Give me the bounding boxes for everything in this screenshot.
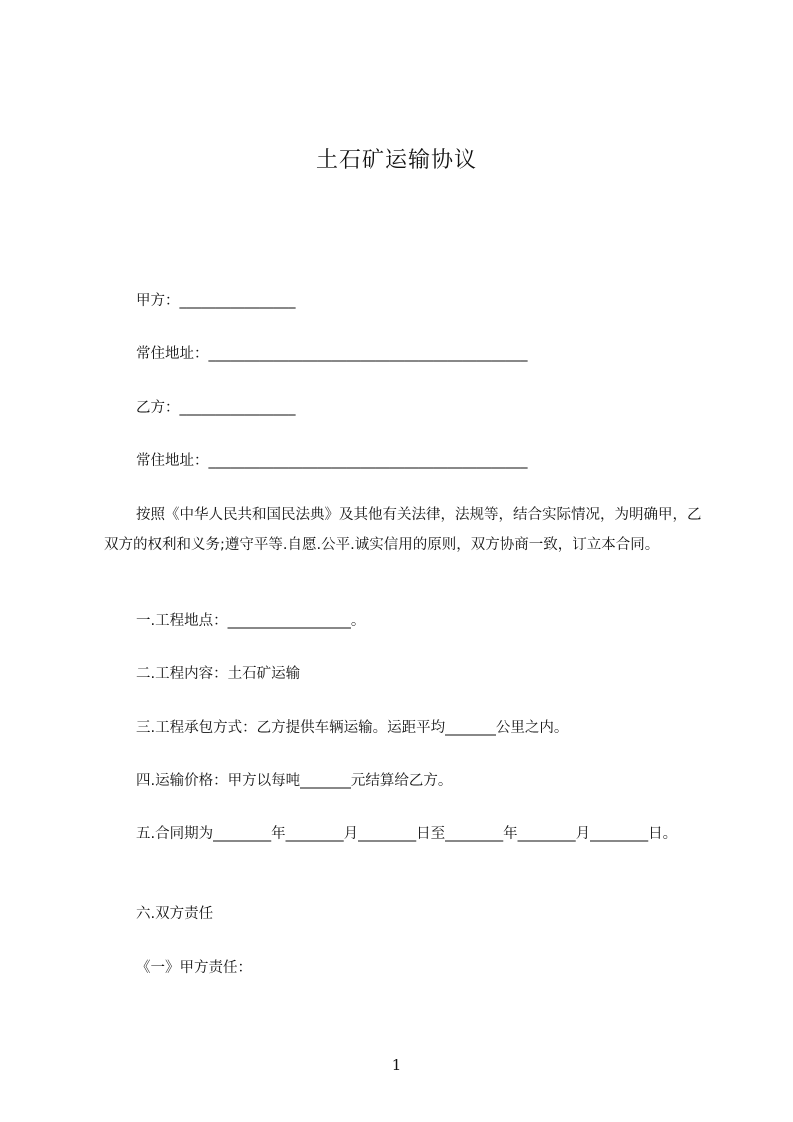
party-b-address-line: 常住地址：____________________________________________ — [136, 453, 528, 469]
clause-3-contract-method: 三.工程承包方式：乙方提供车辆运输。运距平均_______公里之内。 — [136, 720, 569, 736]
clause-4-price: 四.运输价格：甲方以每吨_______元结算给乙方。 — [136, 773, 453, 789]
clause-2-content: 二.工程内容：土石矿运输 — [136, 666, 301, 682]
party-a-line: 甲方：________________ — [136, 293, 296, 309]
party-b-line: 乙方：________________ — [136, 400, 296, 416]
page-number: 1 — [391, 1056, 402, 1074]
party-a-address-line: 常住地址：____________________________________________ — [136, 346, 528, 362]
clause-1-location: 一.工程地点：_________________。 — [136, 613, 366, 629]
clause-5-term: 五.合同期为________年________月________日至________年________月________日。 — [136, 826, 678, 842]
clause-6-responsibilities: 六.双方责任 — [136, 906, 214, 922]
preamble-paragraph: 按照《中华人民共和国民法典》及其他有关法律，法规等，结合实际情况，为明确甲，乙双方的权利和义务;遵守平等.自愿.公平.诚实信用的原则，双方协商一致，订立本合同。 — [104, 507, 702, 553]
document-title: 土石矿运输协议 — [315, 148, 477, 173]
clause-6-1-party-a-responsibilities: 《一》甲方责任： — [136, 960, 252, 976]
